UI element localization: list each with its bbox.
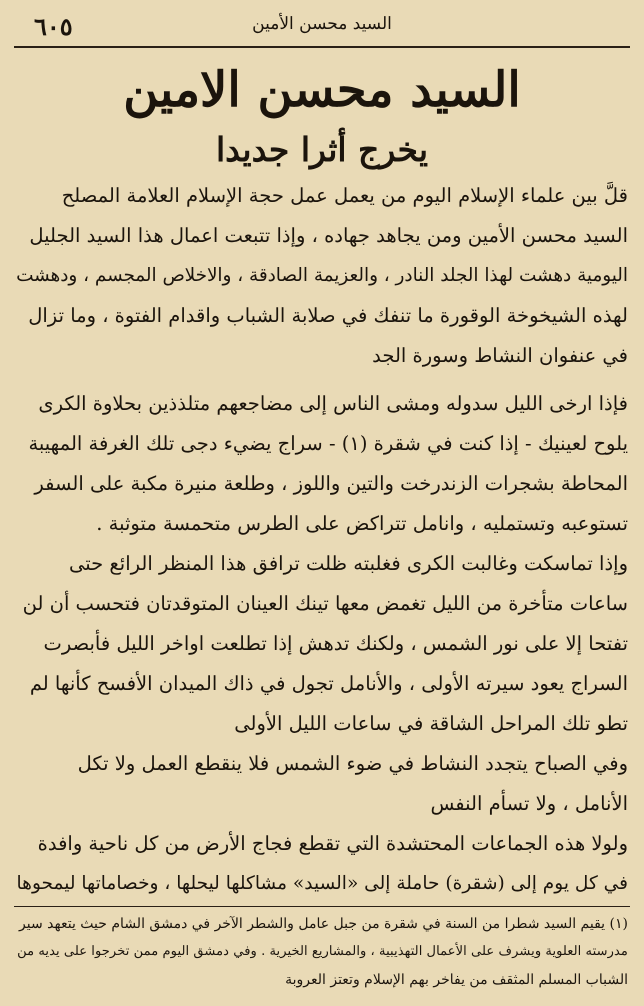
text-line: اليومية دهشت لهذا الجلد النادر ، والعزيمة الصادقة ، والاخلاص المجسم ، ودهشت (16, 265, 628, 286)
text-line: السراج يعود سيرته الأولى ، والأنامل تجول في ذاك الميدان الأفسح كأنها لم (29, 672, 628, 695)
article-title: السيد محسن الامين (123, 62, 521, 118)
text-line: وإذا تماسكت وغالبت الكرى فغلبته ظلت ترافق هذا المنظر الرائع حتى (69, 552, 628, 575)
text-line: تطو تلك المراحل الشاقة في ساعات الليل الأولى (234, 712, 628, 735)
text-line: ولولا هذه الجماعات المحتشدة التي تقطع فجاج الأرض من كل ناحية وافدة (37, 832, 628, 855)
text-line: فإذا ارخى الليل سدوله ومشى الناس إلى مضاجعهم متلذذين بحلاوة الكرى (38, 392, 628, 415)
text-line: يلوح لعينيك - إذا كنت في شقرة (١) - سراج يضيء دجى تلك الغرفة المهيبة (28, 432, 628, 455)
page-number: ٦٠٥ (34, 12, 73, 41)
text-line: ساعات متأخرة من الليل تغمض معها تينك العينان المتوقدتان فتحسب أن لن (22, 592, 628, 615)
text-line: المحاطة بشجرات الزندرخت والتين واللوز ، وطلعة منيرة مكبة على السفر (34, 472, 628, 495)
paragraph (16, 544, 628, 744)
paragraph (16, 824, 628, 904)
paragraph (16, 176, 628, 376)
text-line: تفتحا إلا على نور الشمس ، ولكنك تدهش إذا تطلعت اواخر الليل فأبصرت (43, 632, 628, 655)
text-line: في كل يوم إلى (شقرة) حاملة إلى «السيد» مشاكلها ليحلها ، وخصاماتها ليمحوها (16, 873, 628, 894)
footnote-line: الشباب المسلم المثقف من يفاخر بهم الإسلام وتعتز العروبة (285, 972, 628, 988)
running-header (14, 6, 630, 48)
text-line: في عنفوان النشاط وسورة الجد (372, 344, 628, 367)
text-line: تستوعبه وتستمليه ، وانامل تتراكض على الطرس متحمسة متوثبة . (96, 512, 628, 535)
text-line: السيد محسن الأمين ومن يجاهد جهاده ، وإذا تتبعت اعمال هذا السيد الجليل (29, 224, 628, 247)
article-body (16, 176, 628, 898)
footnotes (16, 910, 628, 994)
text-line: قلَّ بين علماء الإسلام اليوم من يعمل عمل حجة الإسلام العلامة المصلح (61, 184, 628, 207)
footnote-line: مدرسته العلوية ويشرف على الأعمال التهذيبية ، والمشاريع الخيرية . وفي دمشق اليوم ممن تخرجوا على يديه من (17, 944, 628, 959)
running-title: السيد محسن الأمين (252, 14, 392, 34)
paragraph (16, 384, 628, 544)
footnote-line: (١) يقيم السيد شطرا من السنة في شقرة من جبل عامل والشطر الآخر في دمشق الشام حيث يتعهد سير (19, 916, 628, 932)
paragraph (16, 744, 628, 824)
text-line: لهذه الشيخوخة الوقورة ما تنفك في صلابة الشباب واقدام الفتوة ، وما تزال (28, 304, 628, 327)
text-line: وفي الصباح يتجدد النشاط في ضوء الشمس فلا ينقطع العمل ولا تكل (77, 752, 628, 775)
article-subtitle: يخرج أثرا جديدا (215, 130, 429, 169)
footnote-divider (14, 906, 630, 907)
text-line: الأنامل ، ولا تسأم النفس (430, 792, 628, 815)
